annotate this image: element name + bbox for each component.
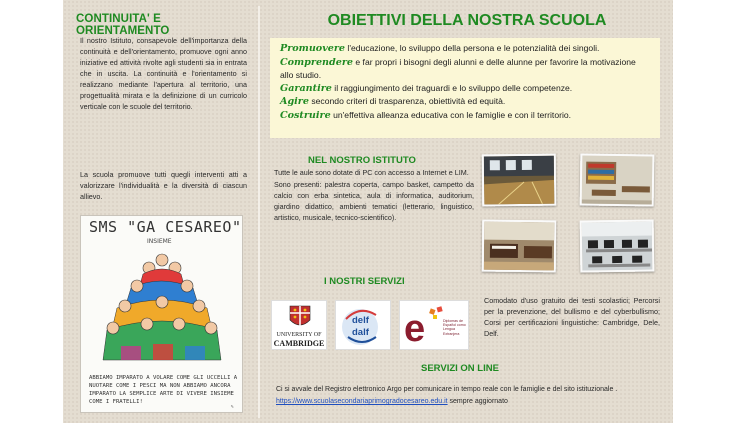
individuality-paragraph: La scuola promuove tutti quegli interventi atti a valorizzare l'individualità e la diversità di ciascun allievo.	[80, 170, 247, 201]
cambridge-logo	[271, 300, 327, 350]
drawing-caption: ABBIAMO IMPARATO A VOLARE COME GLI UCCELLI A NUOTARE COME I PESCI MA NON ABBIAMO ANCORA IMPARATO LA SEMPLICE ARTE DI VIVERE INSIEME COME I FRATELLI!	[89, 375, 238, 405]
music-room-photo	[482, 220, 557, 273]
istituto-p2: Sono presenti: palestra coperta, campo basket, campetto da calcio con erba sintetica, aula di informatica, auditorium, giardino didattico, ambienti tematici (letterario, linguistico, artistico, musicale, tecnico-scientifico).	[274, 180, 474, 222]
istituto-p1: Tutte le aule sono dotate di PC con accesso a Internet e LIM.	[274, 168, 469, 177]
library-photo	[580, 153, 655, 206]
online-text	[276, 384, 666, 408]
online-line1: Ci si avvale del Registro elettronico Argo per comunicare in tempo reale con le famiglie e del sito istituzionale .	[276, 386, 618, 393]
objective-item	[280, 95, 650, 109]
delf-line2: dalf	[352, 327, 369, 338]
cambridge-shield-icon	[272, 303, 327, 333]
objective-keyword: Garantire	[280, 82, 332, 94]
objectives-box	[270, 38, 660, 138]
objective-text: il raggiungimento dei traguardi e lo sviluppo delle competenze.	[331, 82, 573, 93]
delf-line1: delf	[352, 315, 369, 326]
objective-item	[280, 56, 650, 82]
objective-keyword: Agire	[280, 96, 309, 107]
svg-text:e: e	[404, 308, 426, 350]
servizi-heading: I NOSTRI SERVIZI	[324, 276, 405, 287]
online-line2	[276, 396, 666, 408]
computer-lab-photo	[580, 219, 655, 272]
continuity-paragraph: Il nostro Istituto, consapevole dell'importanza della continuità e dell'orientamento, promuove ogni anno iniziative ed attività rivolte agli studenti sia in entrata che in uscita. La continuità e l'orientamento si realizzano mediante l'apertura al territorio, una progettualità mirata e la definizione di un curricolo verticale con le scuole del territorio.	[80, 36, 247, 111]
objective-keyword: Comprendere	[280, 56, 353, 68]
objective-keyword: Costruire	[280, 109, 331, 121]
online-suffix: sempre aggiornato	[447, 398, 508, 405]
objective-keyword: Promuovere	[280, 43, 346, 54]
objective-item	[280, 82, 650, 96]
column-divider	[258, 6, 260, 418]
objective-item	[280, 42, 650, 56]
continuity-heading: CONTINUITA' E ORIENTAMENTO	[76, 13, 170, 37]
objective-text: l'educazione, lo sviluppo della persona e le potenzialità dei singoli.	[345, 43, 600, 53]
dele-logo	[399, 300, 469, 350]
cambridge-line2: CAMBRIDGE	[273, 339, 325, 348]
objective-text: un'effettiva alleanza educativa con le famiglie e con il territorio.	[330, 109, 572, 120]
right-column	[262, 6, 668, 419]
gym-photo	[482, 154, 557, 207]
servizi-text: Comodato d'uso gratuito dei testi scolastici; Percorsi per la prevenzione, del bullismo e del cyberbullismo; Corsi per certificazioni linguistiche: Cambridge, Dele, Delf.	[484, 296, 660, 338]
school-website-link[interactable]: https://www.scuolasecondariaprimogradocesareo.edu.it	[276, 398, 448, 405]
drawing-signature: ✎	[230, 404, 234, 409]
drawing-title: SMS "GA CESAREO"	[89, 218, 242, 236]
objective-item	[280, 109, 650, 123]
objective-text: e far propri i bisogni degli alunni e delle alunne per favorire la motivazione allo studio.	[280, 56, 636, 80]
dele-caption: Diplomas de Español como Lengua Extranjera	[443, 319, 466, 336]
objective-text: secondo criteri di trasparenza, obiettività ed equità.	[308, 96, 506, 106]
istituto-text	[274, 167, 474, 224]
student-drawing	[80, 215, 243, 413]
left-column	[68, 6, 255, 419]
objectives-title: OBIETTIVI DELLA NOSTRA SCUOLA	[327, 12, 607, 29]
istituto-heading: NEL NOSTRO ISTITUTO	[308, 155, 416, 166]
delf-dalf-logo	[335, 300, 391, 350]
cambridge-line1: UNIVERSITY OF	[276, 332, 322, 338]
online-heading: SERVIZI ON LINE	[421, 363, 499, 374]
people-illustration	[91, 246, 234, 374]
drawing-subtitle: INSIEME	[147, 238, 172, 245]
